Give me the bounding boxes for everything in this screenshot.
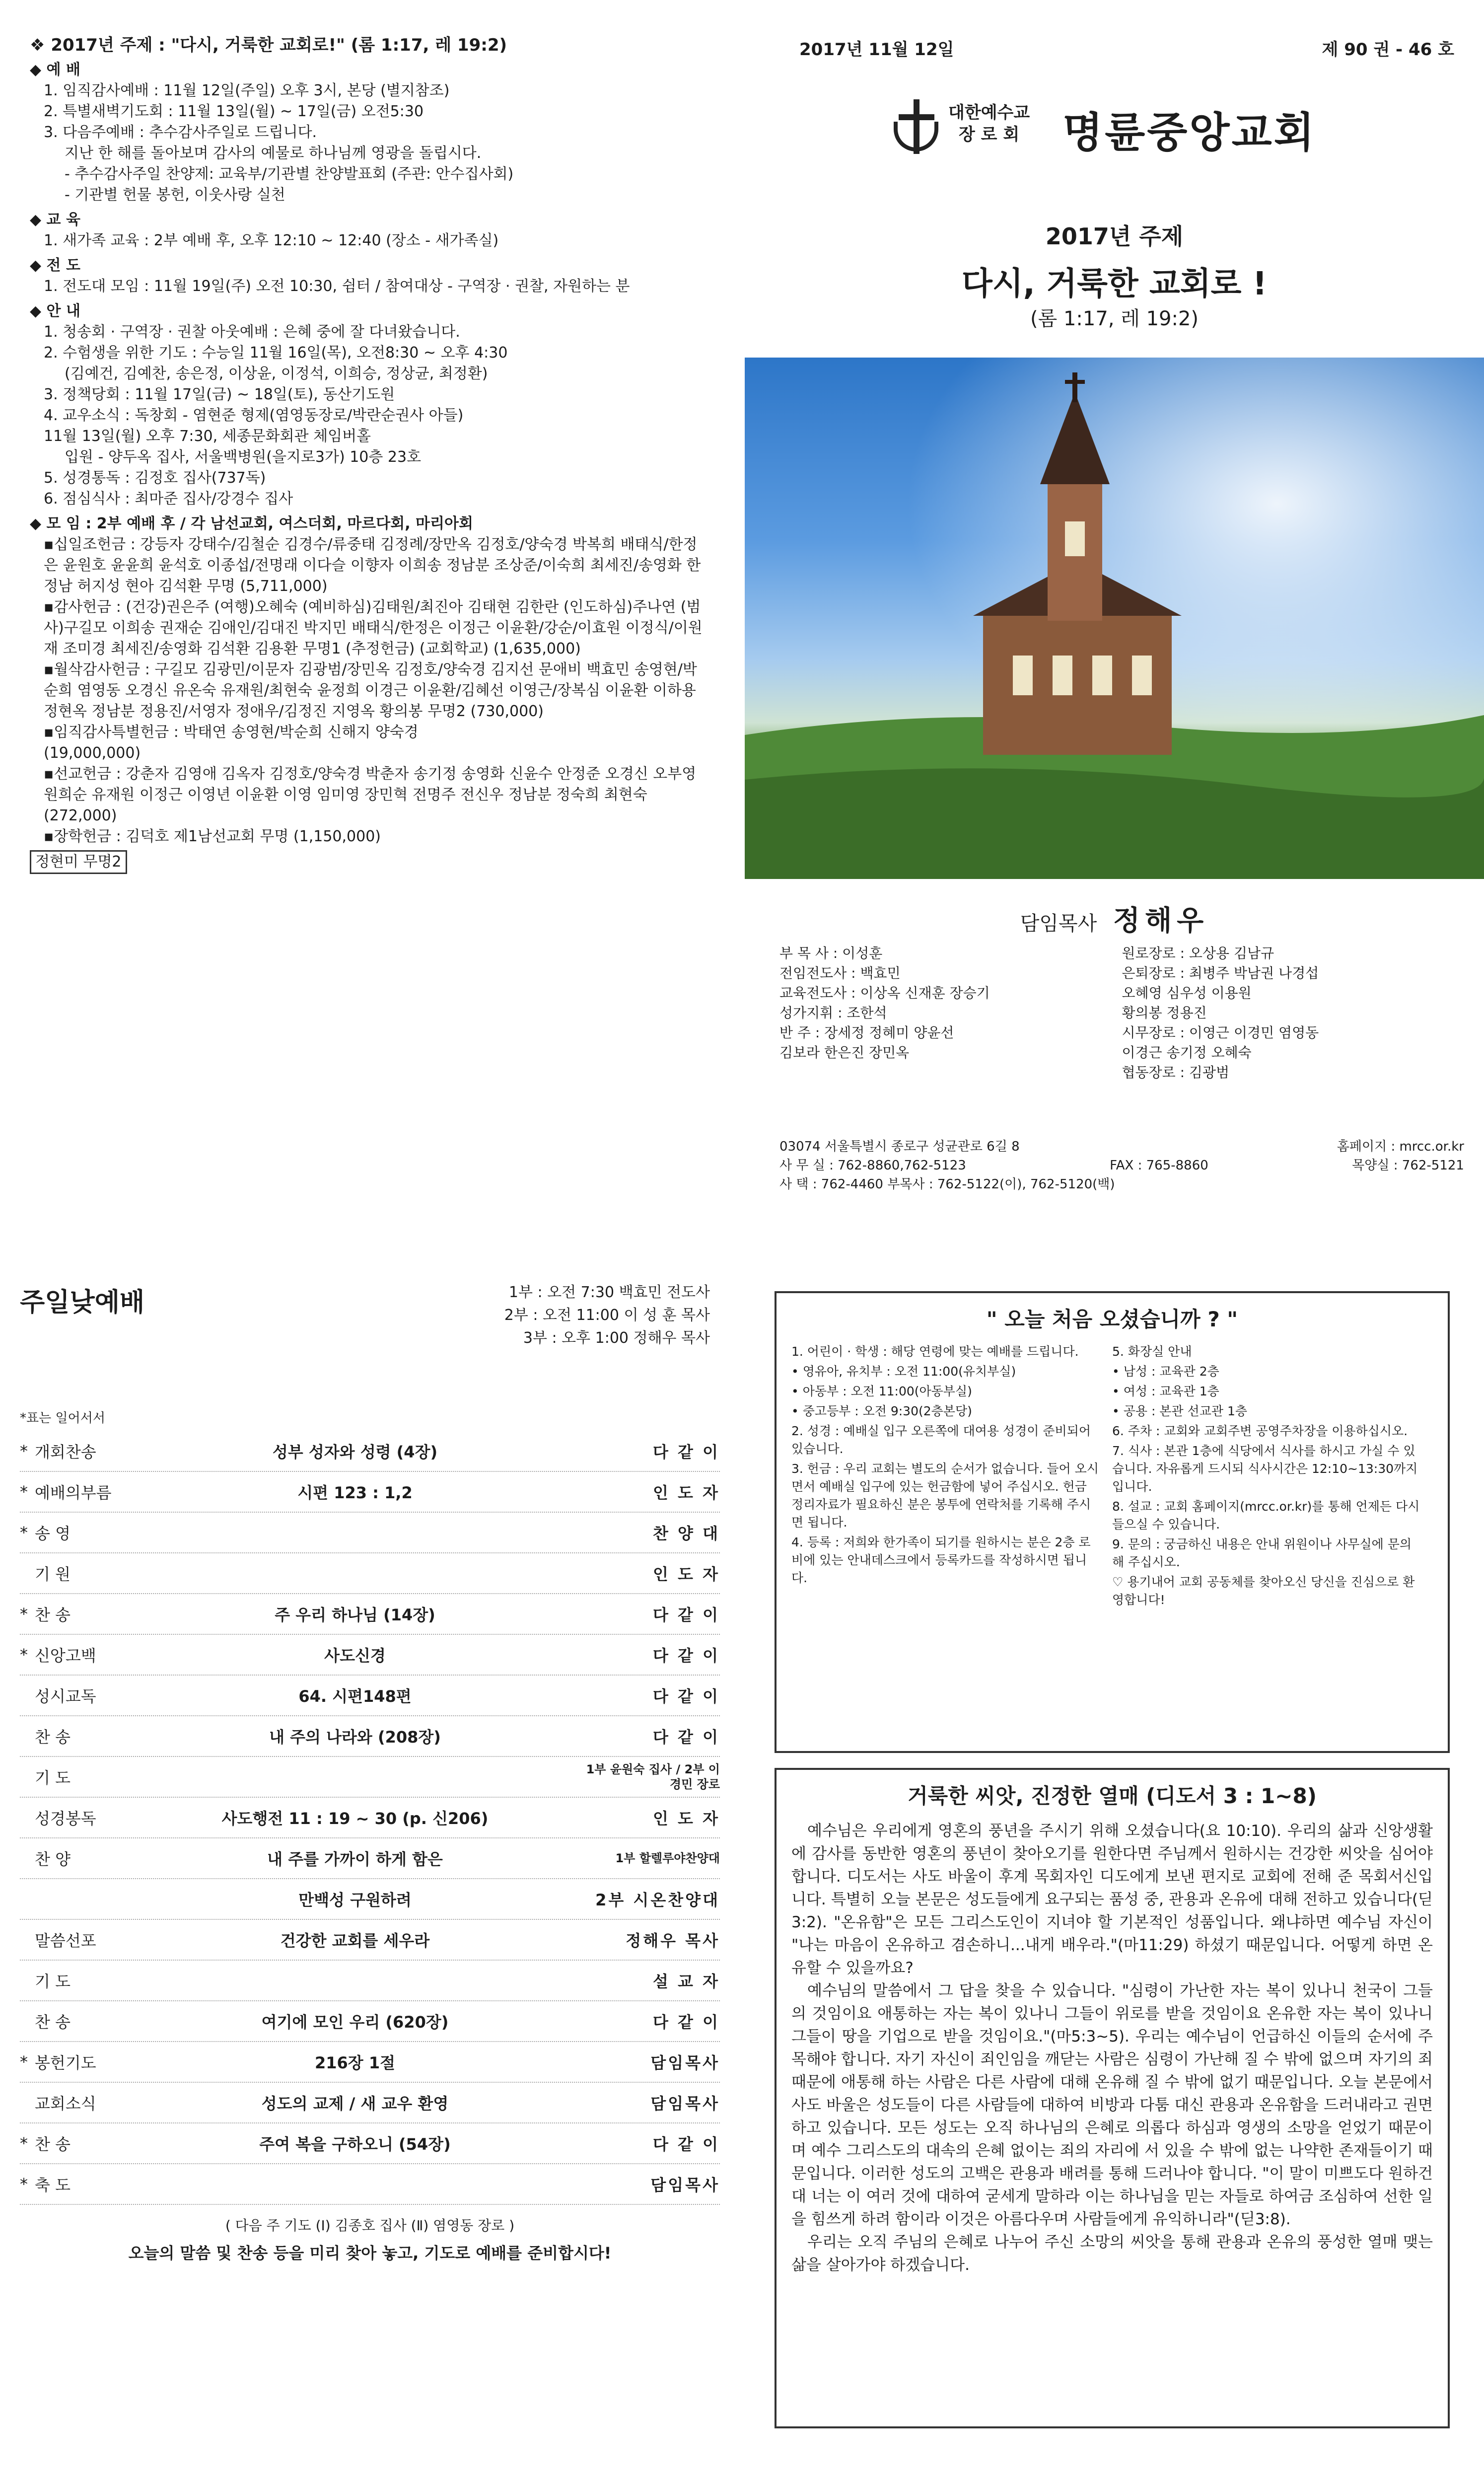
order-row (20, 1553, 720, 1594)
order-row (20, 1513, 720, 1553)
announcement-item: 지난 한 해를 돌아보며 감사의 예물로 하나님께 영광을 돌립시다. (65, 145, 482, 162)
order-row (20, 1757, 720, 1798)
order-row (20, 1635, 720, 1676)
order-content: 성부 성자와 성령 (4장) (272, 1443, 438, 1461)
first-visit-left (791, 1343, 1112, 1611)
announcements-panel (0, 0, 740, 1256)
order-row (20, 1920, 720, 1961)
announcement-item: 1. 청송회 · 구역장 · 권찰 아웃예배 : 은혜 중에 잘 다녀왔습니다. (44, 323, 460, 341)
order-row (20, 2164, 720, 2205)
afternoon-service-title (20, 2478, 296, 2483)
order-row (20, 1961, 720, 2001)
church-photo (745, 358, 1484, 879)
order-content: 주여 복을 구하오니 (54장) (259, 2135, 451, 2154)
issue-date: 2017년 11월 12일 (799, 40, 954, 60)
parsonage-phone: 사 택 : 762-4460 부목사 : 762-5122(이), 762-5120(백) (779, 1177, 1115, 1192)
order-content: 시편 123 : 1,2 (297, 1483, 413, 1502)
staff-line: 오혜영 심우성 이용원 (1122, 985, 1252, 1001)
order-leader: 인 도 자 (652, 1565, 720, 1584)
order-leader: 담임목사 (650, 2053, 720, 2072)
address: 03074 서울특별시 종로구 성균관로 6길 8 (779, 1139, 1020, 1154)
boxed-offering-note: 정현미 무명2 (30, 850, 127, 874)
order-row (20, 2042, 720, 2083)
first-visit-item: 6. 주차 : 교회와 교회주변 공영주차장을 이용하십시오. (1112, 1424, 1408, 1438)
section-heading: ◆ 모 임 : 2부 예배 후 / 각 남선교회, 여스더회, 마르다회, 마리아회 (30, 515, 473, 532)
order-content: 주 우리 하나님 (14장) (275, 1606, 435, 1624)
order-row (20, 2083, 720, 2123)
first-visit-item: 8. 설교 : 교회 홈페이지(mrcc.or.kr)를 통해 언제든 다시 들으실 수 있습니다. (1112, 1499, 1420, 1532)
order-leader: 인 도 자 (652, 1483, 720, 1502)
order-label: 축 도 (35, 2176, 71, 2194)
offering-list (30, 534, 710, 847)
service-time: 2부 : 오전 11:00 이 성 훈 목사 (504, 1307, 710, 1324)
order-leader: 다 같 이 (652, 1646, 720, 1665)
staff-line: 성가지휘 : 조한석 (779, 1005, 887, 1021)
order-row (20, 1676, 720, 1716)
staff-list (779, 944, 1464, 1083)
order-content: 사도신경 (324, 1646, 386, 1665)
stand-mark: * (20, 2052, 28, 2071)
first-visit-item: 1. 어린이 · 학생 : 해당 연령에 맞는 예배를 드립니다. (791, 1344, 1079, 1359)
order-label: 말씀선포 (35, 1931, 96, 1950)
order-label: 송 영 (35, 1524, 71, 1543)
section-heading: ◆ 안 내 (30, 302, 80, 320)
order-label: 찬 송 (35, 2013, 71, 2032)
year-theme-line: ❖ 2017년 주제 : "다시, 거룩한 교회로!" (롬 1:17, 레 19:2) (30, 35, 507, 55)
first-visit-item: • 중고등부 : 오전 9:30(2층본당) (791, 1404, 972, 1418)
theme-main: 다시, 거룩한 교회로 ! (962, 266, 1267, 302)
first-visit-item: • 아동부 : 오전 11:00(아동부실) (791, 1384, 972, 1398)
order-leader: 담임목사 (650, 2094, 720, 2113)
preparation-note: 오늘의 말씀 및 찬송 등을 미리 찾아 놓고, 기도로 예배를 준비합시다! (128, 2244, 612, 2263)
sermon-box (775, 1768, 1450, 2428)
order-content: 만백성 구원하려 (298, 1891, 412, 1909)
service-time: 1부 : 오전 7:30 백효민 전도사 (508, 1284, 710, 1301)
denomination-line: 대한예수교 (948, 103, 1030, 123)
order-label: 찬 송 (35, 1728, 71, 1747)
order-leader: 다 같 이 (652, 1443, 720, 1461)
staff-line: 원로장로 : 오상용 김남규 (1122, 945, 1274, 961)
staff-line: 반 주 : 장세정 정혜미 양윤선 (779, 1024, 954, 1041)
sermon-paragraph: 우리는 오직 주님의 은혜로 나누어 주신 소망의 씨앗을 통해 관용과 온유의 풍성한 열매 맺는 삶을 살아가야 하겠습니다. (791, 2233, 1433, 2274)
order-of-worship (20, 1431, 720, 2205)
announcement-item: 입원 - 양두옥 집사, 서울백병원(을지로3가) 10층 23호 (65, 448, 422, 466)
announcement-item: 11월 13일(월) 오후 7:30, 세종문화회관 체임버홀 (44, 428, 371, 445)
staff-line: 은퇴장로 : 최병주 박남권 나경섭 (1122, 965, 1319, 981)
order-label: 예배의부름 (35, 1483, 112, 1502)
offering-item: ▪감사헌금 : (건강)권은주 (여행)오혜숙 (예비하심)김태원/최진아 김태현 김한란 (인도하심)주나연 (범사)구길모 이희송 권재순 김애인/김대진 박지민 배태식/한정은 이정근 이윤환/강순/이효원 이정식/이원재 조미경 최세진/송영화 김석환 김용환 무명1 (추정헌금) (교회학교) (1,635,000) (44, 598, 703, 657)
announcement-item: 1. 새가족 교육 : 2부 예배 후, 오후 12:10 ~ 12:40 (장소 - 새가족실) (44, 232, 499, 249)
section-heading: ◆ 예 배 (30, 61, 80, 78)
first-visit-item: 2. 성경 : 예배실 입구 오른쪽에 대여용 성경이 준비되어 있습니다. (791, 1424, 1091, 1456)
denomination (948, 102, 1030, 146)
other-services-panel (0, 2468, 740, 2483)
order-content: 64. 시편148편 (298, 1687, 412, 1706)
order-content: 건강한 교회를 세우라 (280, 1931, 430, 1950)
announcement-item: 1. 전도대 모임 : 11월 19일(주) 오전 10:30, 쉼터 / 참여대상 - 구역장 · 권찰, 자원하는 분 (44, 278, 630, 295)
offering-item: ▪장학헌금 : 김덕호 제1남선교회 무명 (1,150,000) (44, 828, 381, 845)
pastor-study-phone: 목양실 : 762-5121 (1352, 1158, 1464, 1173)
sunday-service-title: 주일낮예배 (20, 1288, 145, 1317)
church-name: 명륜중앙교회 (1062, 108, 1316, 157)
fax: FAX : 765-8860 (1110, 1158, 1208, 1173)
church-contact (779, 1137, 1464, 1194)
schedule-mission-panel (745, 2468, 1484, 2483)
first-visit-item: • 영유아, 유치부 : 오전 11:00(유치부실) (791, 1364, 1016, 1379)
announcement-item: - 추수감사주일 찬양제: 교육부/기관별 찬양발표회 (주관: 안수집사회) (65, 165, 514, 183)
first-visit-item: 9. 문의 : 궁금하신 내용은 안내 위원이나 사무실에 문의해 주십시오. (1112, 1537, 1412, 1569)
staff-line: 부 목 사 : 이성훈 (779, 945, 883, 961)
offering-item: (19,000,000) (44, 744, 141, 762)
first-visit-item: ♡ 용기내어 교회 공동체를 찾아오신 당신을 진심으로 환영합니다! (1112, 1575, 1415, 1607)
offering-item: ▪선교헌금 : 강춘자 김영애 김옥자 김정호/양숙경 박춘자 송기정 송영화 신윤수 안정준 오경신 오부영 원희순 유재원 이정근 이영년 이윤환 이영 임미영 장민혁 전명주 전신우 정남분 정숙희 최현숙 (272,000) (44, 765, 697, 824)
stand-mark: * (20, 1645, 28, 1664)
staff-right (1122, 944, 1465, 1083)
order-leader: 다 같 이 (652, 2013, 720, 2032)
homepage[interactable]: 홈페이지 : mrcc.or.kr (1337, 1139, 1464, 1154)
order-label: 찬 송 (35, 2135, 71, 2154)
order-label: 기 원 (35, 1565, 71, 1584)
order-label: 성경봉독 (35, 1809, 96, 1828)
order-label: 찬 양 (35, 1850, 71, 1869)
first-visit-box (775, 1291, 1450, 1753)
order-row (20, 2001, 720, 2042)
order-label: 성시교독 (35, 1687, 96, 1706)
order-leader: 1부 윤원숙 집사 / 2부 이경민 장로 (586, 1762, 720, 1791)
first-visit-item: • 공용 : 본관 선교관 1층 (1112, 1404, 1248, 1418)
order-label: 기 도 (35, 1768, 71, 1787)
sermon-body (791, 1820, 1433, 2276)
service-time: 3부 : 오후 1:00 정해우 목사 (523, 1329, 710, 1347)
order-label: 개회찬송 (35, 1443, 96, 1461)
order-label: 교회소식 (35, 2094, 96, 2113)
service-times (504, 1281, 710, 1350)
order-leader: 다 같 이 (652, 2135, 720, 2154)
cover-panel (745, 0, 1484, 1256)
offering-item: ▪십일조헌금 : 강등자 강태수/김철순 김경수/류중태 김정례/장만옥 김정호/양숙경 박복희 배태식/한정은 윤원호 윤윤희 윤석호 이종섭/전명래 이다슬 이향자 이희송 정남분 조상준/이숙희 최세진/송영화 한정남 허지성 현아 김석환 무명 (5,711,000) (44, 536, 701, 595)
staff-left (779, 944, 1122, 1083)
order-content: 내 주의 나라와 (208장) (269, 1728, 441, 1747)
order-row (20, 1431, 720, 1472)
order-content: 여기에 모인 우리 (620장) (261, 2013, 449, 2032)
order-row (20, 1716, 720, 1757)
order-leader: 정해우 목사 (626, 1931, 720, 1950)
announcement-sections (30, 60, 710, 534)
order-row (20, 2123, 720, 2164)
announcement-item: 2. 특별새벽기도회 : 11월 13일(월) ~ 17일(금) 오전5:30 (44, 103, 424, 120)
order-leader: 다 같 이 (652, 1728, 720, 1747)
first-visit-item: 4. 등록 : 저희와 한가족이 되기를 원하시는 분은 2층 로비에 있는 안내데스크에서 등록카드를 작성하시면 됩니다. (791, 1535, 1091, 1585)
year-theme-title: 2017년 주제 (1045, 223, 1184, 250)
order-leader: 찬 양 대 (652, 1524, 720, 1543)
offering-item: ▪월삭감사헌금 : 구길모 김광민/이문자 김광범/장민옥 김정호/양숙경 김지선 문애비 백효민 송영현/박순희 염영동 오경신 유온숙 유재원/최현숙 윤정희 이경근 이윤환/김혜선 이영근/장복심 이윤환 이하용 정현옥 정남분 정용진/서영자 정애우/김정진 지영옥 황의봉 무명2 (730,000) (44, 661, 697, 720)
senior-pastor (745, 899, 1484, 939)
order-row (20, 1879, 720, 1920)
first-visit-right (1112, 1343, 1433, 1611)
staff-line: 협동장로 : 김광범 (1122, 1064, 1230, 1081)
first-visit-item: • 여성 : 교육관 1층 (1112, 1384, 1219, 1398)
staff-line: 시무장로 : 이영근 이경민 염영동 (1122, 1024, 1319, 1041)
order-leader: 2부 시온찬양대 (595, 1891, 720, 1909)
sermon-paragraph: 예수님의 말씀에서 그 답을 찾을 수 있습니다. "심령이 가난한 자는 복이 있나니 천국이 그들의 것임이요 애통하는 자는 복이 있나니 그들이 위로를 받을 것임이요 온유한 자는 복이 있나니 그들이 땅을 기업으로 받을 것임이요."(마5:3~5). 우리는 예수님이 언급하신 이들의 순서에 주목해야 합니다. 자기 자신이 죄인임을 깨닫는 사람은 심령이 가난해 질 수 밖에 없으며 자기의 죄 때문에 애통해 하는 사람은 다른 사람에 대해 온유해 질 수 밖에 없기 때문입니다. 오늘 본문에서 사도 바울은 성도들이 다른 사람들에 대하여 비방과 다툼 대신 관용과 온유함을 드러내라고 권면하고 있습니다. 모든 성도는 오직 하나님의 은혜로 의롭다 하심과 영생의 소망을 얻었기 때문이며 예수 그리스도의 대속의 은혜 없이는 죄의 자리에 서 있을 수 밖에 없는 나약한 존재들이기 때문입니다. 이러한 성도의 고백은 관용과 배려를 통해 드러나야 합니다. "이 말이 미쁘도다 원하건대 너는 이 여러 것에 대하여 굳세게 말하라 이는 하나님을 믿는 자들로 하여금 조심하여 선한 일을 힘쓰게 하려 함이라 이것은 아름다우며 사람들에게 유익하니라"(딛3:8). (791, 1982, 1433, 2228)
order-row (20, 1594, 720, 1635)
order-leader: 다 같 이 (652, 1687, 720, 1706)
staff-line: 전임전도사 : 백효민 (779, 965, 901, 981)
staff-line: 교육전도사 : 이상옥 신재훈 장승기 (779, 985, 990, 1001)
issue-volume: 제 90 권 - 46 호 (1322, 40, 1454, 60)
order-leader: 설 교 자 (652, 1972, 720, 1991)
announcement-item: 6. 점심식사 : 최마준 집사/강경수 집사 (44, 490, 293, 508)
theme-reference: (롬 1:17, 레 19:2) (1030, 307, 1199, 330)
section-heading: ◆ 전 도 (30, 257, 80, 274)
order-leader: 담임목사 (650, 2176, 720, 2194)
sunday-service-panel (0, 1261, 740, 2463)
announcement-item: 5. 성경통독 : 김정호 집사(737독) (44, 469, 266, 487)
pastor-title: 담임목사 (1020, 912, 1097, 935)
denomination-line: 장 로 회 (959, 125, 1020, 145)
stand-mark: * (20, 1482, 28, 1501)
office-phone: 사 무 실 : 762-8860,762-5123 (779, 1158, 966, 1173)
standing-note: *표는 일어서서 (20, 1411, 105, 1426)
staff-line: 김보라 한은진 장민옥 (779, 1044, 910, 1061)
order-row (20, 1798, 720, 1838)
next-week-prayer: ( 다음 주 기도 (Ⅰ) 김종호 집사 (Ⅱ) 염영동 장로 ) (225, 2217, 515, 2234)
welcome-sermon-panel (745, 1261, 1484, 2463)
first-visit-item: • 남성 : 교육관 2층 (1112, 1364, 1219, 1379)
stand-mark: * (20, 1442, 28, 1461)
announcement-item: 3. 다음주예배 : 추수감사주일로 드립니다. (44, 124, 317, 141)
announcement-item: (김예건, 김예찬, 송은정, 이상윤, 이정석, 이희승, 정상균, 최정환) (65, 365, 488, 382)
announcement-item: 1. 임직감사예배 : 11월 12일(주일) 오후 3시, 본당 (별지참조) (44, 82, 450, 99)
first-visit-item: 7. 식사 : 본관 1층에 식당에서 식사를 하시고 가실 수 있습니다. 자유롭게 드시되 식사시간은 12:10~13:30까지 입니다. (1112, 1444, 1418, 1494)
announcement-item: - 기관별 헌물 봉헌, 이웃사랑 실천 (65, 186, 285, 204)
staff-line: 이경근 송기정 오혜숙 (1122, 1044, 1252, 1061)
pastor-name: 정해우 (1113, 905, 1209, 937)
order-content: 성도의 교제 / 새 교우 환영 (261, 2094, 449, 2113)
order-label: 찬 송 (35, 1606, 71, 1624)
stand-mark: * (20, 2175, 28, 2193)
order-content: 216장 1절 (314, 2053, 396, 2072)
section-heading: ◆ 교 육 (30, 211, 80, 228)
church-logo-icon (894, 99, 938, 154)
stand-mark: * (20, 2134, 28, 2153)
order-leader: 다 같 이 (652, 1606, 720, 1624)
sermon-paragraph: 예수님은 우리에게 영혼의 풍년을 주시기 위해 오셨습니다(요 10:10). 우리의 삶과 신앙생활에 감사를 동반한 영혼의 풍년이 찾아오기를 원한다면 주님께서 원하시는 건강한 씨앗을 심어야 합니다. 디도서는 사도 바울이 후계 목회자인 디도에게 보낸 편지로 교회에 전해 준 목회서신입니다. 특별히 오늘 본문은 성도들에게 요구되는 품성 중, 관용과 온유에 대해 전하고 있습니다(딛3:2). "온유함"은 모든 그리스도인이 지녀야 할 기본적인 성품입니다. 왜냐하면 예수님 자신이 "나는 마음이 온유하고 겸손하니...내게 배우라."(마11:29) 하셨기 때문입니다. 어떻게 하면 온유할 수 있을까요? (791, 1822, 1433, 1977)
order-label: 봉헌기도 (35, 2053, 96, 2072)
offering-item: ▪임직감사특별헌금 : 박태연 송영현/박순희 신해지 양숙경 (44, 724, 419, 741)
stand-mark: * (20, 1605, 28, 1623)
order-row (20, 1472, 720, 1513)
sermon-title: 거룩한 씨앗, 진정한 열매 (디도서 3 : 1~8) (908, 1784, 1317, 1808)
first-visit-title: " 오늘 처음 오셨습니까 ? " (986, 1307, 1238, 1331)
order-content: 사도행전 11 : 19 ~ 30 (p. 신206) (221, 1809, 489, 1828)
announcement-item: 4. 교우소식 : 독창회 - 염현준 형제(염영동장로/박란순권사 아들) (44, 407, 464, 424)
announcement-item: 2. 수험생을 위한 기도 : 수능일 11월 16일(목), 오전8:30 ~ 오후 4:30 (44, 344, 508, 362)
announcement-item: 3. 정책당회 : 11월 17일(금) ~ 18일(토), 동산기도원 (44, 386, 395, 403)
order-leader: 1부 할렐루야찬양대 (615, 1851, 720, 1865)
order-content: 내 주를 가까이 하게 함은 (267, 1850, 443, 1869)
stand-mark: * (20, 1523, 28, 1542)
order-label: 신앙고백 (35, 1646, 96, 1665)
issue-row (799, 36, 1454, 60)
staff-line: 황의봉 정용진 (1122, 1005, 1207, 1021)
order-row (20, 1838, 720, 1879)
order-leader: 인 도 자 (652, 1809, 720, 1828)
first-visit-item: 3. 헌금 : 우리 교회는 별도의 순서가 없습니다. 들어 오시면서 예배실 입구에 있는 헌금함에 넣어 주십시오. 헌금 정리자료가 필요하신 분은 봉투에 연락처를 기록해 주시면 됩니다. (791, 1461, 1099, 1530)
first-visit-item: 5. 화장실 안내 (1112, 1344, 1192, 1359)
order-label: 기 도 (35, 1972, 71, 1991)
